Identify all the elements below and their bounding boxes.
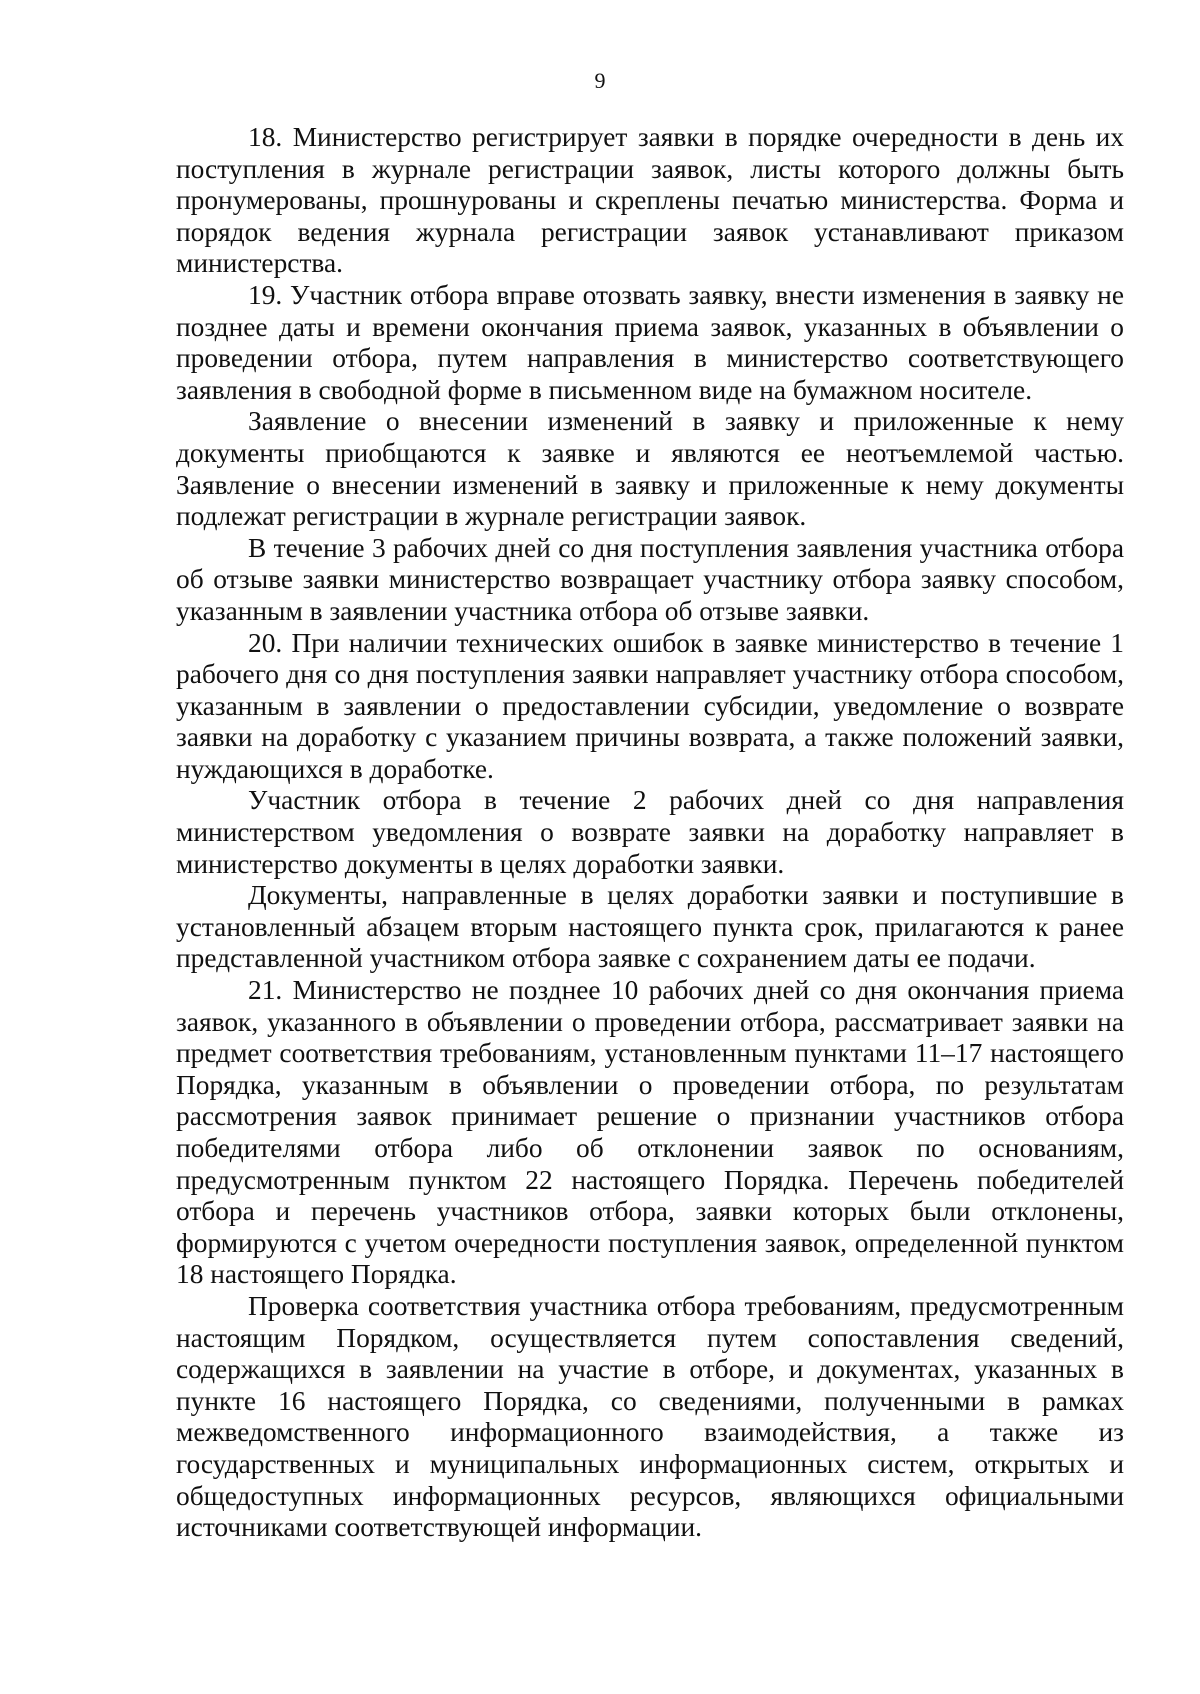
paragraph-item-21: 21. Министерство не позднее 10 рабочих дней со дня окончания приема заявок, указанного в объявлении о проведении отбора, рассматривает заявки на предмет соответствия требованиям, установленным пунктами 11–17 настоящего Порядка, указанным в объявлении о проведении отбора, по результатам рассмотрения заявок принимает решение о признании участников отбора победителями отбора либо об отклонении заявок по основаниям, предусмотренным пунктом 22 настоящего Порядка. Перечень победителей отбора и перечень участников отбора, заявки которых были отклонены, формируются с учетом очередности поступления заявок, определенной пунктом 18 настоящего Порядка. [176,975,1124,1290]
paragraph-rework-submission: Участник отбора в течение 2 рабочих дней со дня направления министерством уведомления о возврате заявки на доработку направляет в министерство документы в целях доработки заявки. [176,785,1124,879]
paragraph-item-20: 20. При наличии технических ошибок в заявке министерство в течение 1 рабочего дня со дня поступления заявки направляет участнику отбора способом, указанным в заявлении о предоставлении субсидии, уведомление о возврате заявки на доработку с указанием причины возврата, а также положений заявки, нуждающихся в доработке. [176,627,1124,784]
paragraph-rework-documents: Документы, направленные в целях доработки заявки и поступившие в установленный абзацем вторым настоящего пункта срок, прилагаются к ранее представленной участником отбора заявке с сохранением даты ее подачи. [176,880,1124,974]
paragraph-changes-statement: Заявление о внесении изменений в заявку и приложенные к нему документы приобщаются к заявке и являются ее неотъемлемой частью. Заявление о внесении изменений в заявку и приложенные к нему документы подлежат регистрации в журнале регистрации заявок. [176,406,1124,532]
paragraph-withdrawal-return: В течение 3 рабочих дней со дня поступления заявления участника отбора об отзыве заявки министерство возвращает участнику отбора заявку способом, указанным в заявлении участника отбора об отзыве заявки. [176,532,1124,626]
paragraph-item-18: 18. Министерство регистрирует заявки в порядке очередности в день их поступления в журнале регистрации заявок, листы которого должны быть пронумерованы, прошнурованы и скреплены печатью министерства. Форма и порядок ведения журнала регистрации заявок устанавливают приказом министерства. [176,122,1124,279]
page-number: 9 [594,68,606,93]
paragraph-compliance-check: Проверка соответствия участника отбора требованиям, предусмотренным настоящим Порядком, осуществляется путем сопоставления сведений, содержащихся в заявлении на участие в отборе, и документах, указанных в пункте 16 настоящего Порядка, со сведениями, полученными в рамках межведомственного информационного взаимодействия, а также из государственных и муниципальных информационных систем, открытых и общедоступных информационных ресурсов, являющихся официальными источниками соответствующей информации. [176,1290,1124,1543]
document-body [176,122,1124,1544]
paragraph-item-19: 19. Участник отбора вправе отозвать заявку, внести изменения в заявку не позднее даты и времени окончания приема заявок, указанных в объявлении о проведении отбора, путем направления в министерство соответствующего заявления в свободной форме в письменном виде на бумажном носителе. [176,279,1124,405]
